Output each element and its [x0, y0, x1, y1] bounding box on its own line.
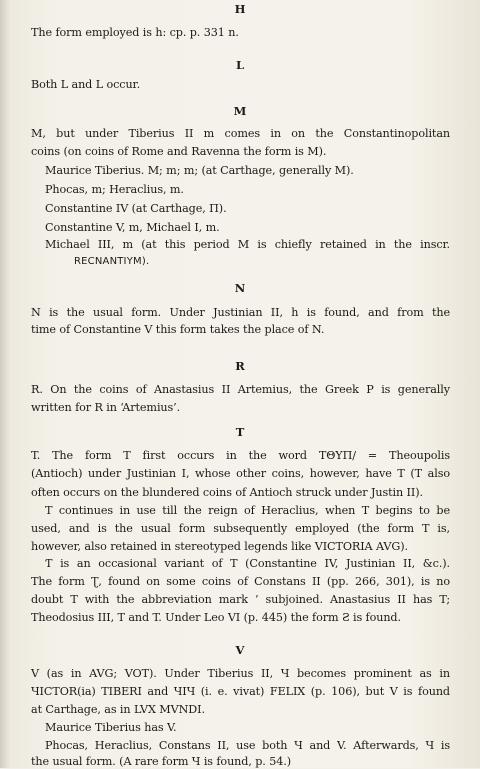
text-line: Phocas, m; Heraclius, m.: [45, 183, 184, 196]
text-line: coins (on coins of Rome and Ravenna the form is M).: [31, 145, 327, 158]
heading-v: V: [235, 643, 245, 657]
heading-l: L: [235, 58, 245, 72]
text-line: often occurs on the blundered coins of Antioch struck under Justin II).: [31, 486, 423, 499]
text-line: V (as in AVG; VOT). Under Tiberius II, Ч becomes prominent as in: [31, 667, 450, 680]
heading-n: N: [234, 281, 246, 295]
text-line: ЧICTOR(ia) TIBERI and ЧIЧ (i. e. vivat) FELIX (p. 106), but V is found: [31, 685, 450, 698]
text-line: however, also retained in stereotyped legends like VICTORIA AVG).: [31, 540, 408, 553]
text-line: Constantine V, m, Michael I, m.: [45, 221, 220, 234]
text-line: The form employed is h: cp. p. 331 n.: [31, 26, 239, 39]
text-line: N is the usual form. Under Justinian II, h is found, and from the: [31, 306, 450, 319]
text-line: Phocas, Heraclius, Constans II, use both Ч and V. Afterwards, Ч is: [45, 739, 450, 752]
heading-r: R: [235, 359, 245, 373]
text-line: The form Ʈ, found on some coins of Constans II (pp. 266, 301), is no: [31, 575, 450, 588]
text-line: (Antioch) under Justinian I, whose other coins, however, have T (T also: [31, 467, 450, 480]
text-line: T continues in use till the reign of Heraclius, when T begins to be: [45, 504, 450, 517]
text-line: RECNANTIYM).: [74, 256, 150, 267]
text-line: R. On the coins of Anastasius II Artemius, the Greek P is generally: [31, 383, 450, 396]
heading-m: M: [233, 104, 247, 118]
text-line: Michael III, m (at this period M is chiefly retained in the inscr.: [45, 238, 450, 251]
text-line: Theodosius III, T and T. Under Leo VI (p. 445) the form Ƨ is found.: [31, 611, 401, 624]
text-line: Ƭ is an occasional variant of T (Constantine IV, Justinian II, &c.).: [45, 557, 450, 570]
text-line: doubt T with the abbreviation mark ’ subjoined. Anastasius II has T;: [31, 593, 450, 606]
text-line: Both L and L occur.: [31, 78, 141, 91]
text-line: the usual form. (A rare form Ч is found, p. 54.): [31, 755, 291, 768]
text-line: T. The form T first occurs in the word TΘΥΠ/ = Theoupolis: [31, 449, 450, 462]
text-line: Maurice Tiberius. M; m; m; (at Carthage, generally M).: [45, 164, 354, 177]
heading-t: T: [235, 425, 245, 439]
text-line: at Carthage, as in LVX MVNDI.: [31, 703, 205, 716]
text-line: M, but under Tiberius II m comes in on the Constantinopolitan: [31, 127, 450, 140]
text-line: Maurice Tiberius has V.: [45, 721, 177, 734]
heading-h: H: [234, 2, 246, 16]
text-line: time of Constantine V this form takes the place of N.: [31, 323, 325, 336]
text-line: written for R in ‘Artemius’.: [31, 401, 181, 414]
text-line: used, and is the usual form subsequently employed (the form T is,: [31, 522, 450, 535]
text-line: Constantine IV (at Carthage, Π).: [45, 202, 227, 215]
